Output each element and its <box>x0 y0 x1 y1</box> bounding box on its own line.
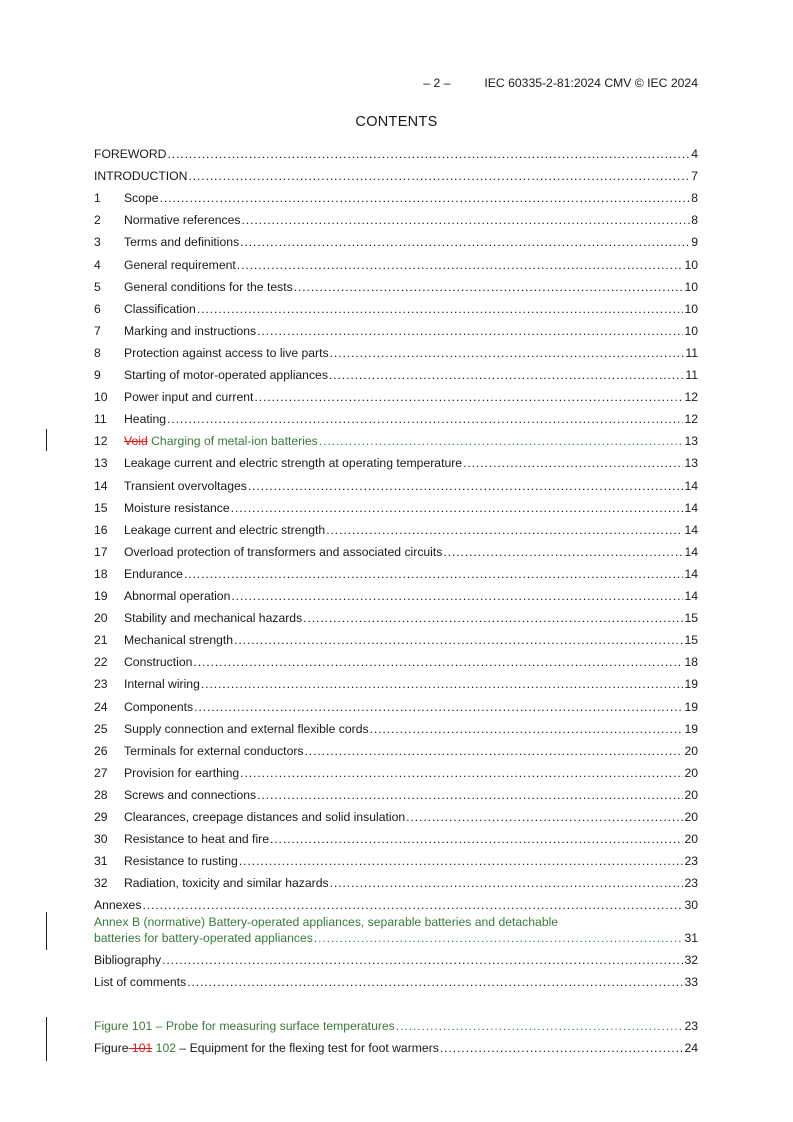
dot-leader <box>184 566 683 582</box>
toc-page-number: 20 <box>684 743 698 758</box>
dot-leader <box>167 411 683 427</box>
dot-leader <box>294 279 684 295</box>
toc-entry-title: Marking and instructions <box>124 323 257 338</box>
toc-section-number: 18 <box>94 566 108 581</box>
toc-entry[interactable] <box>94 433 698 449</box>
dot-leader <box>257 323 683 339</box>
toc-entry[interactable] <box>94 610 698 626</box>
toc-entry-title: Clearances, creepage distances and solid insulation <box>124 810 406 824</box>
dot-leader <box>231 588 683 604</box>
toc-entry[interactable] <box>94 952 698 968</box>
toc-entry-title: Components <box>124 699 194 714</box>
toc-entry[interactable] <box>94 1040 698 1056</box>
toc-entry[interactable] <box>94 367 698 383</box>
dot-leader <box>240 234 690 250</box>
dot-leader <box>193 654 683 670</box>
toc-entry[interactable] <box>94 831 698 847</box>
dot-leader <box>303 610 683 626</box>
toc-section-number: 20 <box>94 611 108 626</box>
toc-entry-title: Classification <box>124 301 196 316</box>
toc-section-number: 8 <box>94 345 101 360</box>
toc-section-number: 32 <box>94 876 108 891</box>
toc-section-number: 25 <box>94 721 108 736</box>
toc-page-number: 14 <box>684 589 698 603</box>
dot-leader <box>319 433 684 449</box>
toc-entry[interactable] <box>94 146 698 162</box>
toc-page-number: 10 <box>684 279 698 294</box>
toc-page-number: 20 <box>684 832 698 847</box>
dot-leader <box>329 367 684 383</box>
figure-title <box>94 1040 439 1056</box>
toc-entry[interactable] <box>94 279 698 295</box>
toc-entry-title: Starting of motor-operated appliances <box>124 368 328 382</box>
toc-page-number: 30 <box>684 898 698 913</box>
toc-entry[interactable] <box>94 566 698 582</box>
toc-page-number: 15 <box>684 611 698 626</box>
toc-entry[interactable] <box>94 875 698 891</box>
inserted-text: Charging of metal-ion batteries <box>147 434 318 449</box>
dot-leader <box>330 875 684 891</box>
dot-leader <box>197 301 684 317</box>
toc-entry-title: Protection against access to live parts <box>124 345 329 360</box>
dot-leader <box>234 632 683 648</box>
toc-section-number: 19 <box>94 589 108 603</box>
toc-section-number: 24 <box>94 699 108 714</box>
toc-entry[interactable] <box>94 190 698 206</box>
dot-leader <box>396 1018 684 1034</box>
dot-leader <box>201 676 684 692</box>
toc-section-number: 12 <box>94 434 108 449</box>
toc-entry[interactable] <box>94 699 698 715</box>
toc-entry-title: INTRODUCTION <box>94 169 188 184</box>
toc-entry[interactable] <box>94 257 698 273</box>
inserted-text: 102 <box>152 1041 177 1055</box>
toc-page-number: 8 <box>691 191 698 206</box>
dot-leader <box>237 257 684 273</box>
toc-entry[interactable] <box>94 1018 698 1034</box>
page-number: – 2 – <box>423 76 451 90</box>
toc-section-number: 11 <box>94 412 107 427</box>
toc-entry[interactable] <box>94 301 698 317</box>
toc-entry[interactable] <box>94 654 698 670</box>
toc-page-number: 10 <box>684 323 698 338</box>
toc-entry[interactable] <box>94 345 698 361</box>
toc-page-number: 13 <box>684 434 698 449</box>
toc-page-number: 20 <box>684 787 698 802</box>
toc-page-number: 14 <box>684 544 698 559</box>
toc-entry-title: Stability and mechanical hazards <box>124 611 303 626</box>
deleted-text: 101 <box>128 1041 153 1055</box>
dot-leader <box>240 765 683 781</box>
toc-entry[interactable] <box>94 478 698 494</box>
toc-page-number: 12 <box>684 390 698 405</box>
dot-leader <box>463 455 683 471</box>
toc-entry-title: General conditions for the tests <box>124 279 293 294</box>
toc-entry-title: Resistance to rusting <box>124 854 238 869</box>
toc-entry-title: FOREWORD <box>94 147 167 161</box>
toc-page-number: 19 <box>684 721 698 736</box>
toc-entry-title: Endurance <box>124 566 183 581</box>
toc-page-number: 14 <box>684 522 698 537</box>
toc-section-number: 4 <box>94 257 101 272</box>
toc-section-number: 23 <box>94 677 108 692</box>
toc-entry[interactable] <box>94 234 698 250</box>
dot-leader <box>257 787 683 803</box>
toc-entry-title: Normative references <box>124 213 241 228</box>
toc-section-number: 7 <box>94 323 101 338</box>
toc-page-number: 13 <box>684 456 698 471</box>
toc-section-number: 5 <box>94 279 101 294</box>
toc-page-number: 11 <box>685 345 698 360</box>
dot-leader <box>370 721 684 737</box>
toc-section-number: 21 <box>94 633 108 648</box>
toc-entry[interactable] <box>94 411 698 427</box>
page-header <box>94 76 698 90</box>
toc-entry[interactable] <box>94 743 698 759</box>
toc-page-number: 23 <box>684 854 698 869</box>
toc-entry-title: Screws and connections <box>124 787 257 802</box>
toc-section-number: 30 <box>94 832 108 847</box>
dot-leader <box>270 831 683 847</box>
toc-entry[interactable] <box>94 632 698 648</box>
toc-entry-title: Scope <box>124 191 159 206</box>
toc-page-number: 10 <box>684 301 698 316</box>
toc-entry-title: General requirement <box>124 257 236 272</box>
toc-section-number: 3 <box>94 235 101 250</box>
change-bar <box>46 429 47 451</box>
toc-entry-title: Power input and current <box>124 390 254 405</box>
toc-entry[interactable] <box>94 853 698 869</box>
toc-entry[interactable] <box>94 897 698 913</box>
dot-leader <box>187 974 683 990</box>
toc-section-number: 22 <box>94 655 108 670</box>
toc-entry[interactable] <box>94 974 698 990</box>
dot-leader <box>305 743 684 759</box>
toc-entry-title: Construction <box>124 655 193 670</box>
dot-leader <box>162 952 683 968</box>
dot-leader <box>231 500 684 516</box>
dot-leader <box>142 897 683 913</box>
toc-entry[interactable] <box>94 787 698 803</box>
toc-section-number: 15 <box>94 500 108 515</box>
toc-page-number: 4 <box>691 147 698 161</box>
toc-page-number: 23 <box>684 876 698 891</box>
toc-page-number: 10 <box>684 257 698 272</box>
dot-leader <box>188 168 690 184</box>
toc-entry[interactable] <box>94 544 698 560</box>
toc-entry[interactable] <box>94 323 698 339</box>
toc-entry-title: Supply connection and external flexible cords <box>124 721 369 736</box>
figure-label: Figure <box>94 1041 129 1055</box>
toc-section-number: 1 <box>94 191 101 206</box>
toc-section-number: 14 <box>94 478 108 493</box>
dot-leader <box>160 190 691 206</box>
toc-page-number: 11 <box>685 368 698 382</box>
toc-entry[interactable] <box>94 212 698 228</box>
toc-entry-title: Resistance to heat and fire <box>124 832 269 847</box>
toc-section-number: 10 <box>94 390 108 405</box>
toc-entry-title: Abnormal operation <box>124 589 231 603</box>
toc-section-number: 2 <box>94 213 101 228</box>
toc-page-number: 31 <box>684 931 698 945</box>
toc-page-number: 14 <box>684 478 698 493</box>
toc-section-number: 29 <box>94 810 108 824</box>
dot-leader <box>440 1040 684 1056</box>
toc-entry-title: Bibliography <box>94 953 162 967</box>
toc-page-number: 12 <box>684 412 698 427</box>
toc-entry-title <box>124 433 318 449</box>
toc-section-number: 13 <box>94 456 108 471</box>
toc-entry-title: List of comments <box>94 975 187 989</box>
toc-page-number: 24 <box>684 1041 698 1055</box>
dot-leader <box>194 699 683 715</box>
toc-section-number: 6 <box>94 301 101 316</box>
contents-title: CONTENTS <box>355 114 438 130</box>
toc-section-number: 28 <box>94 787 108 802</box>
toc-section-number: 27 <box>94 765 108 780</box>
dot-leader <box>443 544 683 560</box>
toc-entry-title: Moisture resistance <box>124 500 230 515</box>
toc-section-number: 26 <box>94 743 108 758</box>
toc-page-number: 32 <box>684 953 698 967</box>
deleted-text: Void <box>124 434 148 449</box>
toc-entry[interactable] <box>94 588 698 604</box>
toc-entry[interactable] <box>94 168 698 184</box>
change-bar <box>46 1017 47 1061</box>
dot-leader <box>242 212 691 228</box>
toc-entry-title: Overload protection of transformers and associated circuits <box>124 544 443 559</box>
toc-section-number: 9 <box>94 368 101 382</box>
figure-caption: – Equipment for the flexing test for foot warmers <box>176 1041 439 1055</box>
toc-entry[interactable] <box>94 930 698 946</box>
toc-page-number: 9 <box>691 235 698 250</box>
toc-entry-title: Radiation, toxicity and similar hazards <box>124 876 329 891</box>
toc-page-number: 33 <box>684 975 698 989</box>
change-bar <box>46 912 47 950</box>
toc-page-number: 19 <box>684 677 698 692</box>
annex-b-title-line1[interactable]: Annex B (normative) Battery-operated appliances, separable batteries and detachable <box>94 915 559 929</box>
toc-section-number: 17 <box>94 544 108 559</box>
toc-page-number: 14 <box>684 566 698 581</box>
toc-entry-title: Internal wiring <box>124 677 200 692</box>
document-reference: IEC 60335-2-81:2024 CMV © IEC 2024 <box>484 76 698 90</box>
dot-leader <box>326 522 683 538</box>
dot-leader <box>239 853 684 869</box>
annex-b-title-line2: batteries for battery-operated appliances <box>94 931 313 945</box>
toc-entry-title: Provision for earthing <box>124 765 240 780</box>
toc-page-number: 15 <box>684 633 698 648</box>
toc-entry[interactable] <box>94 765 698 781</box>
toc-entry[interactable] <box>94 721 698 737</box>
toc-page-number: 20 <box>684 765 698 780</box>
toc-section-number: 31 <box>94 854 108 869</box>
toc-entry-title: Transient overvoltages <box>124 478 247 493</box>
toc-entry-title: Leakage current and electric strength <box>124 522 326 537</box>
toc-page-number: 8 <box>691 213 698 228</box>
dot-leader <box>254 389 683 405</box>
dot-leader <box>248 478 684 494</box>
toc-page-number: 20 <box>684 810 698 824</box>
toc-page-number: 19 <box>684 699 698 714</box>
toc-entry[interactable] <box>94 455 698 471</box>
toc-page-number: 7 <box>691 169 698 184</box>
toc-entry[interactable] <box>94 676 698 692</box>
toc-entry-title: Leakage current and electric strength at operating temperature <box>124 456 463 471</box>
toc-entry[interactable] <box>94 389 698 405</box>
toc-entry-title: Terminals for external conductors <box>124 743 304 758</box>
toc-entry-title: Annexes <box>94 898 142 913</box>
toc-section-number: 16 <box>94 522 108 537</box>
toc-entry[interactable] <box>94 522 698 538</box>
toc-entry-title: Terms and definitions <box>124 235 240 250</box>
toc-entry-title: Mechanical strength <box>124 633 234 648</box>
dot-leader <box>406 809 683 825</box>
toc-entry[interactable] <box>94 500 698 516</box>
toc-entry-title: Heating <box>124 412 167 427</box>
toc-page-number: 18 <box>684 655 698 670</box>
figure-title: Figure 101 – Probe for measuring surface temperatures <box>94 1019 395 1033</box>
dot-leader <box>167 146 690 162</box>
toc-page-number: 23 <box>684 1019 698 1033</box>
toc-page-number: 14 <box>684 500 698 515</box>
dot-leader <box>330 345 685 361</box>
dot-leader <box>314 930 684 946</box>
toc-entry[interactable] <box>94 809 698 825</box>
